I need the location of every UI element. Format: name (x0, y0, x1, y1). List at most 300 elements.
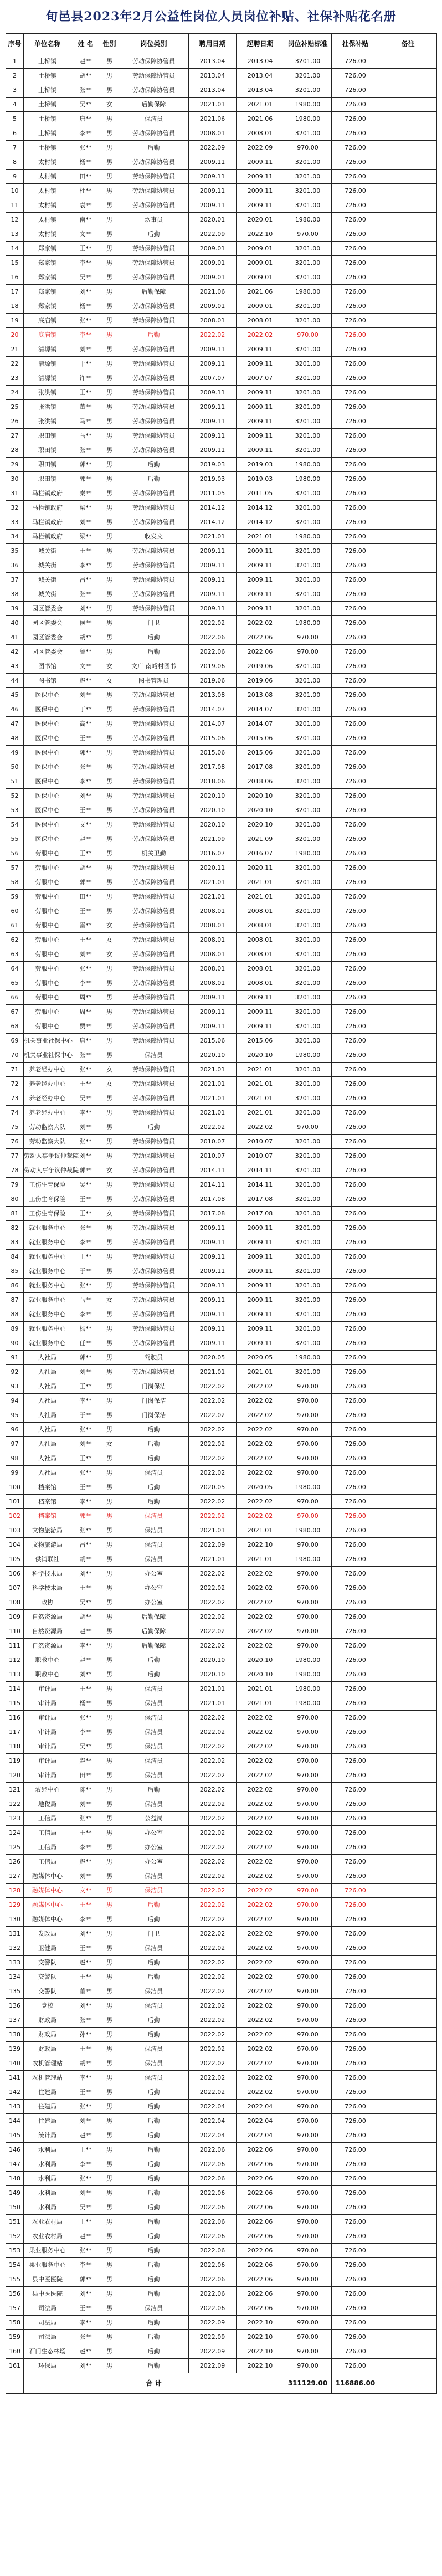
cell-post-subsidy: 970.00 (284, 1120, 332, 1135)
cell-start-date: 2021.01 (237, 1523, 284, 1538)
cell-name: 吴** (71, 2200, 100, 2215)
cell-start-date: 2009.01 (237, 299, 284, 314)
table-row (6, 1250, 437, 1264)
cell-post-type: 后勤 (119, 227, 189, 242)
cell-unit: 自然资源局 (24, 1639, 71, 1653)
header-remark: 备注 (379, 34, 437, 54)
cell-unit: 养老经办中心 (24, 1106, 71, 1120)
cell-unit: 劳服中心 (24, 1005, 71, 1019)
cell-post-type: 后勤 (119, 2215, 189, 2229)
cell-remark (379, 2272, 437, 2287)
cell-sex: 女 (100, 1077, 119, 1091)
cell-post-type: 保洁员 (119, 1523, 189, 1538)
cell-no: 108 (6, 1595, 24, 1610)
cell-unit: 档案馆 (24, 1495, 71, 1509)
cell-start-date: 2022.06 (237, 630, 284, 645)
table-row (6, 342, 437, 357)
cell-name: 张** (71, 1279, 100, 1293)
cell-sex: 男 (100, 530, 119, 544)
cell-start-date: 2020.05 (237, 1351, 284, 1365)
table-row (6, 746, 437, 760)
cell-start-date: 2022.02 (237, 1437, 284, 1451)
cell-hire-date: 2009.01 (189, 242, 237, 256)
cell-hire-date: 2020.05 (189, 1480, 237, 1495)
cell-name: 董** (71, 400, 100, 414)
cell-unit: 劳服中心 (24, 962, 71, 976)
cell-post-subsidy: 970.00 (284, 2056, 332, 2071)
cell-name: 刘** (71, 1667, 100, 1682)
cell-post-type: 劳动保障协管员 (119, 429, 189, 443)
cell-no: 114 (6, 1682, 24, 1696)
cell-unit: 劳服中心 (24, 1019, 71, 1034)
cell-name: 郭** (71, 472, 100, 486)
cell-name: 王** (71, 1077, 100, 1091)
cell-no: 118 (6, 1739, 24, 1754)
cell-remark (379, 54, 437, 69)
cell-hire-date: 2022.06 (189, 630, 237, 645)
table-row (6, 386, 437, 400)
cell-post-type: 办公室 (119, 1840, 189, 1855)
cell-unit: 土桥镇 (24, 69, 71, 83)
cell-sex: 男 (100, 1408, 119, 1423)
cell-remark (379, 328, 437, 342)
cell-start-date: 2008.01 (237, 126, 284, 141)
cell-start-date: 2022.02 (237, 1855, 284, 1869)
cell-no: 82 (6, 1221, 24, 1235)
table-row (6, 1178, 437, 1192)
cell-post-subsidy: 3201.00 (284, 1091, 332, 1106)
cell-hire-date: 2013.08 (189, 688, 237, 702)
cell-sex: 男 (100, 904, 119, 918)
cell-start-date: 2022.02 (237, 1711, 284, 1725)
cell-start-date: 2022.02 (237, 1970, 284, 1984)
cell-hire-date: 2022.02 (189, 1970, 237, 1984)
cell-unit: 文物旅游局 (24, 1523, 71, 1538)
cell-no: 53 (6, 803, 24, 818)
cell-unit: 水利局 (24, 2172, 71, 2186)
table-row (6, 1135, 437, 1149)
cell-sex: 男 (100, 1725, 119, 1739)
cell-start-date: 2022.04 (237, 2128, 284, 2143)
cell-remark (379, 1912, 437, 1927)
cell-social-subsidy: 726.00 (332, 2042, 379, 2056)
cell-social-subsidy: 726.00 (332, 515, 379, 530)
cell-unit: 人社局 (24, 1379, 71, 1394)
cell-no: 30 (6, 472, 24, 486)
cell-post-type: 劳动保障协管员 (119, 832, 189, 846)
cell-hire-date: 2020.10 (189, 818, 237, 832)
cell-name: 南** (71, 213, 100, 227)
cell-post-type: 门卫 (119, 616, 189, 630)
cell-no: 74 (6, 1106, 24, 1120)
table-row (6, 1365, 437, 1379)
cell-name: 张** (71, 1063, 100, 1077)
cell-unit: 马栏镇政府 (24, 501, 71, 515)
cell-no: 135 (6, 1984, 24, 1999)
cell-name: 张** (71, 1523, 100, 1538)
cell-social-subsidy: 726.00 (332, 702, 379, 717)
cell-hire-date: 2022.02 (189, 1912, 237, 1927)
cell-hire-date: 2010.07 (189, 1135, 237, 1149)
cell-start-date: 2009.11 (237, 1336, 284, 1351)
cell-name: 马** (71, 429, 100, 443)
cell-sex: 男 (100, 1927, 119, 1941)
cell-remark (379, 1509, 437, 1523)
cell-remark (379, 1365, 437, 1379)
cell-name: 唐** (71, 1034, 100, 1048)
cell-name: 李** (71, 1394, 100, 1408)
cell-name: 赵** (71, 2344, 100, 2359)
cell-unit: 医保中心 (24, 803, 71, 818)
cell-social-subsidy: 726.00 (332, 285, 379, 299)
cell-start-date: 2009.11 (237, 1221, 284, 1235)
cell-sex: 男 (100, 2056, 119, 2071)
cell-social-subsidy: 726.00 (332, 2359, 379, 2373)
cell-no: 91 (6, 1351, 24, 1365)
cell-sex: 男 (100, 1106, 119, 1120)
cell-social-subsidy: 726.00 (332, 328, 379, 342)
cell-start-date: 2010.07 (237, 1135, 284, 1149)
cell-no: 150 (6, 2200, 24, 2215)
cell-sex: 男 (100, 1754, 119, 1768)
cell-remark (379, 630, 437, 645)
cell-post-type: 办公室 (119, 1826, 189, 1840)
cell-no: 96 (6, 1423, 24, 1437)
cell-start-date: 2009.11 (237, 357, 284, 371)
table-body (6, 54, 437, 2373)
cell-sex: 男 (100, 242, 119, 256)
cell-unit: 农经中心 (24, 1783, 71, 1797)
cell-unit: 清塬镇 (24, 357, 71, 371)
table-row (6, 976, 437, 991)
cell-post-type: 后勤 (119, 1451, 189, 1466)
cell-remark (379, 414, 437, 429)
cell-remark (379, 184, 437, 198)
cell-post-subsidy: 3201.00 (284, 731, 332, 746)
cell-start-date: 2014.11 (237, 1163, 284, 1178)
cell-name: 李** (71, 256, 100, 270)
cell-start-date: 2014.07 (237, 702, 284, 717)
cell-hire-date: 2022.06 (189, 2244, 237, 2258)
cell-no: 50 (6, 760, 24, 774)
cell-social-subsidy: 726.00 (332, 2344, 379, 2359)
cell-sex: 男 (100, 213, 119, 227)
cell-start-date: 2022.04 (237, 2100, 284, 2114)
cell-post-type: 后勤 (119, 1120, 189, 1135)
cell-start-date: 2022.02 (237, 1869, 284, 1884)
cell-post-type: 后勤 (119, 1423, 189, 1437)
cell-post-subsidy: 3201.00 (284, 1307, 332, 1322)
cell-sex: 男 (100, 2157, 119, 2172)
cell-no: 86 (6, 1279, 24, 1293)
cell-remark (379, 1667, 437, 1682)
cell-sex: 男 (100, 1682, 119, 1696)
table-header (6, 34, 437, 54)
table-row (6, 530, 437, 544)
cell-sex: 男 (100, 1423, 119, 1437)
cell-no: 140 (6, 2056, 24, 2071)
cell-name: 张** (71, 2172, 100, 2186)
cell-hire-date: 2009.11 (189, 414, 237, 429)
cell-no: 28 (6, 443, 24, 458)
cell-post-type: 劳动保障协管员 (119, 702, 189, 717)
cell-unit: 地税局 (24, 1797, 71, 1812)
cell-sex: 女 (100, 918, 119, 933)
cell-hire-date: 2009.01 (189, 270, 237, 285)
cell-social-subsidy: 726.00 (332, 1595, 379, 1610)
cell-sex: 男 (100, 2287, 119, 2301)
cell-hire-date: 2008.01 (189, 947, 237, 962)
cell-post-subsidy: 3201.00 (284, 1178, 332, 1192)
cell-start-date: 2020.01 (237, 213, 284, 227)
cell-hire-date: 2009.01 (189, 299, 237, 314)
cell-social-subsidy: 726.00 (332, 486, 379, 501)
cell-start-date: 2009.11 (237, 991, 284, 1005)
cell-no: 93 (6, 1379, 24, 1394)
cell-post-type: 办公室 (119, 1581, 189, 1595)
cell-no: 119 (6, 1754, 24, 1768)
cell-social-subsidy: 726.00 (332, 1610, 379, 1624)
cell-post-type: 后勤 (119, 472, 189, 486)
table-row (6, 544, 437, 558)
cell-hire-date: 2009.11 (189, 1005, 237, 1019)
cell-unit: 张洪镇 (24, 400, 71, 414)
cell-remark (379, 1653, 437, 1667)
cell-name: 刘** (71, 947, 100, 962)
cell-post-type: 后勤 (119, 1783, 189, 1797)
cell-unit: 图书馆 (24, 674, 71, 688)
cell-hire-date: 2022.06 (189, 2301, 237, 2316)
cell-unit: 土桥镇 (24, 126, 71, 141)
table-row (6, 328, 437, 342)
cell-hire-date: 2014.11 (189, 1163, 237, 1178)
cell-remark (379, 760, 437, 774)
table-row (6, 1783, 437, 1797)
cell-post-type: 后勤 (119, 2272, 189, 2287)
cell-name: 于** (71, 1408, 100, 1423)
cell-hire-date: 2009.11 (189, 602, 237, 616)
cell-no: 123 (6, 1812, 24, 1826)
table-row (6, 1999, 437, 2013)
cell-name: 胡** (71, 69, 100, 83)
cell-social-subsidy: 726.00 (332, 1783, 379, 1797)
cell-no: 43 (6, 659, 24, 674)
cell-post-subsidy: 970.00 (284, 141, 332, 155)
cell-post-type: 劳动保障协管员 (119, 1250, 189, 1264)
cell-post-subsidy: 3201.00 (284, 1264, 332, 1279)
cell-social-subsidy: 726.00 (332, 1279, 379, 1293)
cell-name: 李** (71, 1307, 100, 1322)
cell-no: 106 (6, 1567, 24, 1581)
cell-no: 36 (6, 558, 24, 573)
cell-sex: 男 (100, 472, 119, 486)
cell-remark (379, 2215, 437, 2229)
cell-post-subsidy: 3201.00 (284, 1135, 332, 1149)
cell-sex: 男 (100, 443, 119, 458)
cell-hire-date: 2009.11 (189, 170, 237, 184)
header-unit: 单位名称 (24, 34, 71, 54)
cell-unit: 水利局 (24, 2143, 71, 2157)
cell-start-date: 2021.01 (237, 1365, 284, 1379)
cell-unit: 自然资源局 (24, 1610, 71, 1624)
cell-no: 136 (6, 1999, 24, 2013)
cell-post-subsidy: 970.00 (284, 2042, 332, 2056)
cell-hire-date: 2009.11 (189, 155, 237, 170)
cell-post-type: 劳动保障协管员 (119, 198, 189, 213)
cell-hire-date: 2007.07 (189, 371, 237, 386)
cell-sex: 男 (100, 1495, 119, 1509)
cell-no: 90 (6, 1336, 24, 1351)
cell-no: 58 (6, 875, 24, 890)
cell-remark (379, 2359, 437, 2373)
cell-start-date: 2022.02 (237, 1509, 284, 1523)
cell-unit: 石门生态林场 (24, 2344, 71, 2359)
cell-social-subsidy: 726.00 (332, 1307, 379, 1322)
cell-remark (379, 875, 437, 890)
cell-post-type: 保洁员 (119, 112, 189, 126)
cell-hire-date: 2022.02 (189, 1812, 237, 1826)
cell-start-date: 2009.11 (237, 587, 284, 602)
cell-post-subsidy: 970.00 (284, 1754, 332, 1768)
cell-post-type: 劳动保障协管员 (119, 342, 189, 357)
cell-social-subsidy: 726.00 (332, 1826, 379, 1840)
cell-remark (379, 155, 437, 170)
cell-unit: 医保中心 (24, 818, 71, 832)
cell-unit: 郑家镇 (24, 299, 71, 314)
cell-no: 131 (6, 1927, 24, 1941)
cell-social-subsidy: 726.00 (332, 299, 379, 314)
cell-remark (379, 314, 437, 328)
cell-post-type: 劳动保障协管员 (119, 270, 189, 285)
cell-remark (379, 1019, 437, 1034)
cell-remark (379, 2316, 437, 2330)
cell-unit: 住建局 (24, 2114, 71, 2128)
cell-unit: 交警队 (24, 1970, 71, 1984)
cell-post-subsidy: 970.00 (284, 1999, 332, 2013)
cell-hire-date: 2022.02 (189, 1840, 237, 1855)
cell-name: 刘** (71, 602, 100, 616)
cell-name: 孙** (71, 2028, 100, 2042)
cell-unit: 就业服务中心 (24, 1336, 71, 1351)
cell-sex: 男 (100, 1221, 119, 1235)
cell-post-subsidy: 970.00 (284, 1495, 332, 1509)
cell-social-subsidy: 726.00 (332, 1754, 379, 1768)
cell-unit: 果业服务中心 (24, 2244, 71, 2258)
cell-no: 27 (6, 429, 24, 443)
cell-post-type: 后勤 (119, 1898, 189, 1912)
cell-unit: 科学技术局 (24, 1567, 71, 1581)
table-row (6, 1379, 437, 1394)
cell-hire-date: 2022.02 (189, 1509, 237, 1523)
cell-name: 刘** (71, 2114, 100, 2128)
cell-unit: 审计局 (24, 1754, 71, 1768)
cell-start-date: 2009.11 (237, 414, 284, 429)
cell-post-subsidy: 3201.00 (284, 659, 332, 674)
table-row (6, 1235, 437, 1250)
cell-name: 刘** (71, 342, 100, 357)
cell-unit: 养老经办中心 (24, 1077, 71, 1091)
cell-social-subsidy: 726.00 (332, 2215, 379, 2229)
cell-hire-date: 2010.07 (189, 1149, 237, 1163)
cell-remark (379, 1567, 437, 1581)
cell-name: 刘** (71, 2186, 100, 2200)
cell-no: 115 (6, 1696, 24, 1711)
cell-sex: 男 (100, 991, 119, 1005)
table-row (6, 213, 437, 227)
cell-hire-date: 2022.02 (189, 2028, 237, 2042)
cell-name: 张** (71, 443, 100, 458)
cell-name: 刘** (71, 2359, 100, 2373)
cell-social-subsidy: 726.00 (332, 386, 379, 400)
cell-name: 王** (71, 846, 100, 861)
cell-social-subsidy: 726.00 (332, 832, 379, 846)
cell-no: 78 (6, 1163, 24, 1178)
cell-post-subsidy: 3201.00 (284, 371, 332, 386)
cell-post-subsidy: 3201.00 (284, 746, 332, 760)
cell-start-date: 2022.02 (237, 1898, 284, 1912)
cell-hire-date: 2020.01 (189, 213, 237, 227)
cell-hire-date: 2022.02 (189, 1495, 237, 1509)
cell-hire-date: 2009.11 (189, 1279, 237, 1293)
cell-sex: 男 (100, 1956, 119, 1970)
cell-sex: 男 (100, 1279, 119, 1293)
cell-unit: 县中医医院 (24, 2272, 71, 2287)
cell-sex: 女 (100, 659, 119, 674)
cell-unit: 养老经办中心 (24, 1091, 71, 1106)
cell-social-subsidy: 726.00 (332, 2200, 379, 2215)
cell-social-subsidy: 726.00 (332, 2157, 379, 2172)
table-row (6, 1927, 437, 1941)
table-row (6, 1826, 437, 1840)
cell-post-type: 劳动保障协管员 (119, 890, 189, 904)
cell-remark (379, 501, 437, 515)
cell-no: 132 (6, 1941, 24, 1956)
cell-name: 李** (71, 2258, 100, 2272)
table-row (6, 645, 437, 659)
table-row (6, 717, 437, 731)
cell-name: 王** (71, 544, 100, 558)
cell-unit: 郑家镇 (24, 256, 71, 270)
cell-social-subsidy: 726.00 (332, 2114, 379, 2128)
cell-remark (379, 1307, 437, 1322)
cell-sex: 男 (100, 198, 119, 213)
cell-post-subsidy: 970.00 (284, 2244, 332, 2258)
cell-post-type: 劳动保障协管员 (119, 371, 189, 386)
cell-sex: 男 (100, 2272, 119, 2287)
cell-sex: 男 (100, 1149, 119, 1163)
cell-social-subsidy: 726.00 (332, 2316, 379, 2330)
cell-post-type: 劳动保障协管员 (119, 947, 189, 962)
cell-post-type: 劳动保障协管员 (119, 155, 189, 170)
cell-no: 20 (6, 328, 24, 342)
table-row (6, 414, 437, 429)
table-row (6, 2316, 437, 2330)
cell-remark (379, 1235, 437, 1250)
cell-unit: 人社局 (24, 1408, 71, 1423)
cell-hire-date: 2022.02 (189, 1120, 237, 1135)
cell-post-type: 劳动保障协管员 (119, 1279, 189, 1293)
cell-no: 99 (6, 1466, 24, 1480)
cell-hire-date: 2021.06 (189, 285, 237, 299)
cell-social-subsidy: 726.00 (332, 2258, 379, 2272)
cell-no: 54 (6, 818, 24, 832)
table-row (6, 2157, 437, 2172)
cell-social-subsidy: 726.00 (332, 573, 379, 587)
cell-no: 151 (6, 2215, 24, 2229)
cell-no: 144 (6, 2114, 24, 2128)
cell-post-type: 劳动保障协管员 (119, 717, 189, 731)
cell-social-subsidy: 726.00 (332, 688, 379, 702)
